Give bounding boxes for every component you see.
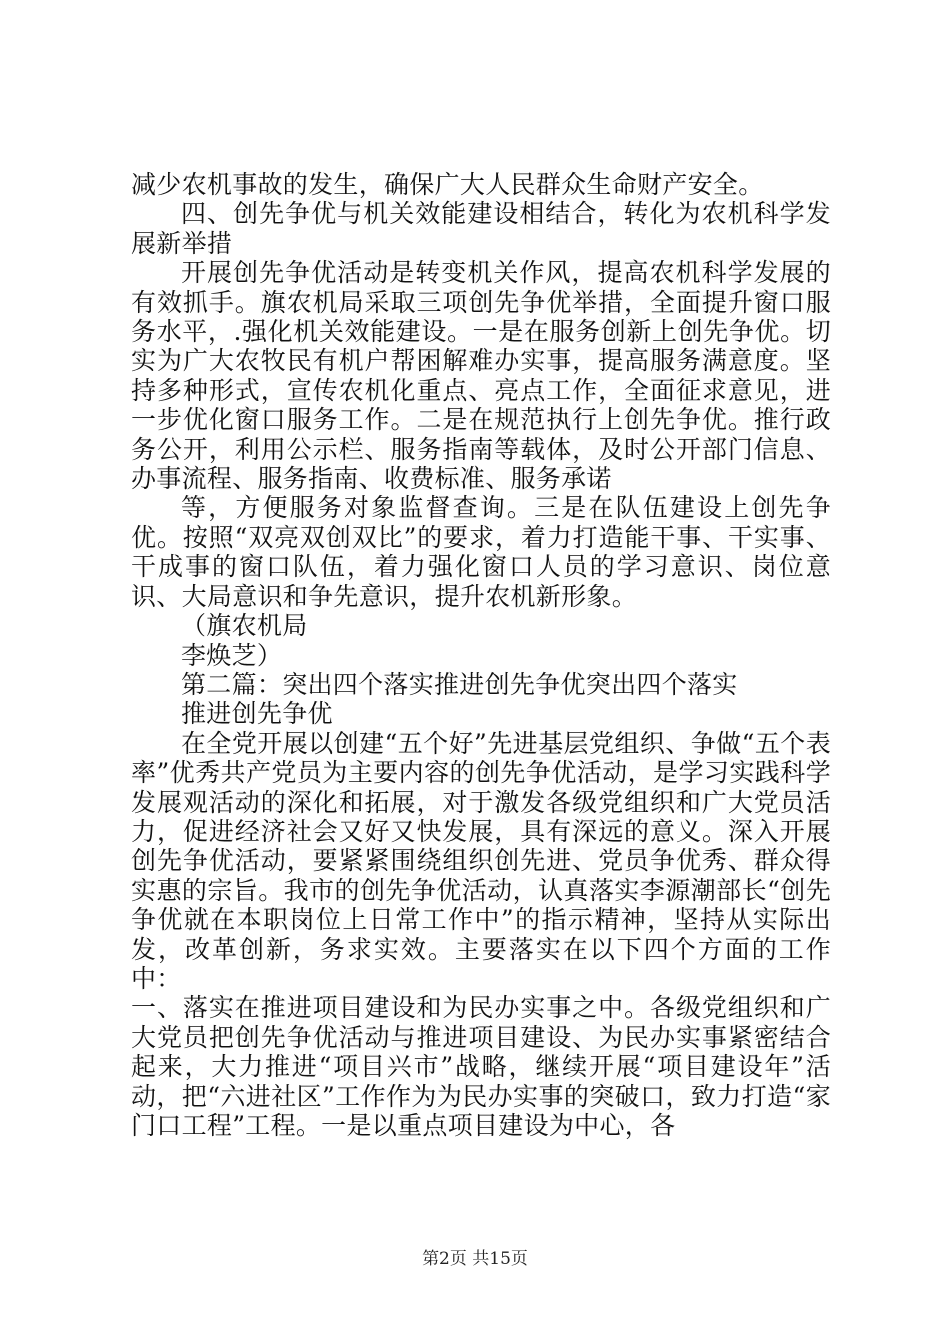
author-name: 李焕芝） [181, 640, 283, 670]
chapter-title: 第二篇：突出四个落实推进创先争优突出四个落实 [181, 669, 738, 699]
paragraph-1: 减少农机事故的发生，确保广大人民群众生命财产安全。 [131, 170, 764, 199]
paragraph-9: 在全党开展以创建“五个好”先进基层党组织、争做“五个表率”优秀共产党员为主要内容的创先争优活动，是学习实践科学发展观活动的深化和拓展，对于激发各级党组织和广大党员活力，促进经济社会又好又快发展，具有深远的意义。深入开展创先争优活动，要紧紧围绕组织创先进、党员争优秀、群众得实惠的宗旨。我市的创先争优活动，认真落实李源潮部长“创先争优就在本职岗位上日常工作中”的指示精神，坚持从实际出发，改革创新，务求实效。主要落实在以下四个方面的工作中： [131, 728, 831, 993]
document-body [131, 170, 831, 1140]
paragraph-4: 等，方便服务对象监督查询。三是在队伍建设上创先争优。按照“双亮双创双比”的要求，着力打造能干事、干实事、干成事的窗口队伍，着力强化窗口人员的学习意识、岗位意识、大局意识和争先意识，提升农机新形象。 [131, 493, 831, 611]
paragraph-10: 一、落实在推进项目建设和为民办实事之中。各级党组织和广大党员把创先争优活动与推进项目建设、为民办实事紧密结合起来，大力推进“项目兴市”战略，继续开展“项目建设年”活动，把“六进社区”工作作为为民办实事的突破口，致力打造“家门口工程”工程。一是以重点项目建设为中心，各 [131, 993, 831, 1140]
page-number: 第2页 共15页 [422, 1249, 528, 1269]
chapter-title-continued: 推进创先争优 [181, 699, 333, 729]
section-heading-4: 四、创先争优与机关效能建设相结合，转化为农机科学发展新举措 [131, 199, 831, 258]
paragraph-3: 开展创先争优活动是转变机关作风，提高农机科学发展的有效抓手。旗农机局采取三项创先争优举措，全面提升窗口服务水平，.强化机关效能建设。一是在服务创新上创先争优。切实为广大农牧民有机户帮困解难办实事，提高服务满意度。坚持多种形式，宣传农机化重点、亮点工作，全面征求意见，进一步优化窗口服务工作。二是在规范执行上创先争优。推行政务公开，利用公示栏、服务指南等载体，及时公开部门信息、办事流程、服务指南、收费标准、服务承诺 [131, 258, 831, 494]
author-unit: （旗农机局 [181, 611, 308, 641]
